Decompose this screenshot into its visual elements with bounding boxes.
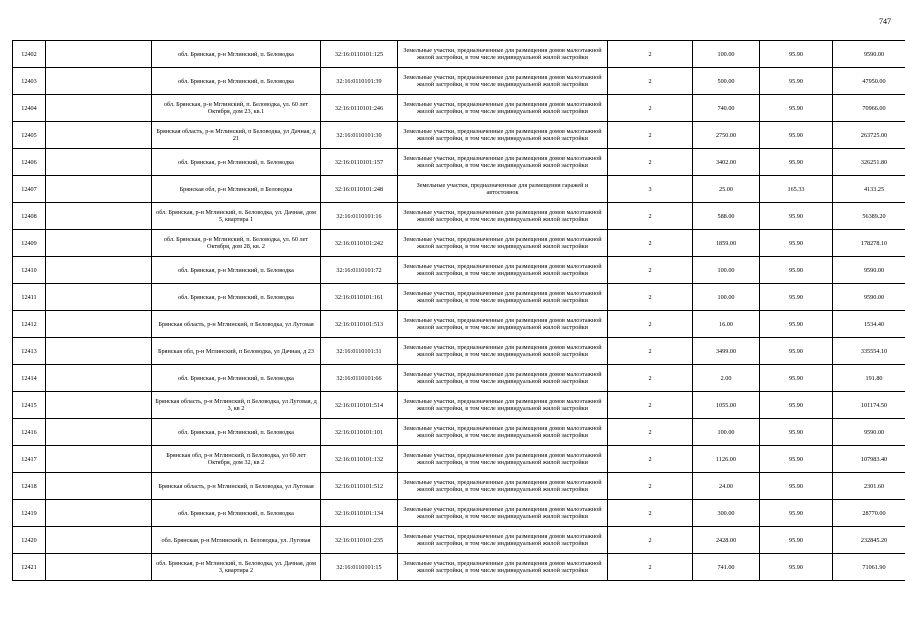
cadastral-number-cell: 32:16:0110101:16 — [321, 203, 398, 230]
empty-cell — [46, 284, 152, 311]
area-cell: 25.00 — [693, 176, 760, 203]
empty-cell — [46, 392, 152, 419]
cadastral-value-cell: 335554.10 — [833, 338, 905, 365]
cadastral-number-cell: 32:16:0110101:235 — [321, 527, 398, 554]
cadastral-value-cell: 326251.80 — [833, 149, 905, 176]
group-cell: 2 — [608, 95, 693, 122]
cadastral-value-table — [12, 40, 905, 581]
area-cell: 100.00 — [693, 284, 760, 311]
table-row — [13, 392, 905, 419]
permitted-use-cell: Земельные участки, предназначенные для размещения домов малоэтажной жилой застройки, в том числе индивидуальной жилой застройки — [398, 68, 608, 95]
empty-cell — [46, 41, 152, 68]
cadastral-value-cell: 71061.90 — [833, 554, 905, 581]
cadastral-value-cell: 2301.60 — [833, 473, 905, 500]
cadastral-value-cell: 191.80 — [833, 365, 905, 392]
empty-cell — [46, 473, 152, 500]
area-cell: 3499.00 — [693, 338, 760, 365]
specific-value-cell: 95.90 — [760, 473, 833, 500]
address-cell: обл. Брянская, р-н Мглинский, п. Беловодка, ул. Луговая — [152, 527, 321, 554]
cadastral-number-cell: 32:16:0110101:15 — [321, 554, 398, 581]
row-number-cell: 12416 — [13, 419, 46, 446]
table-row — [13, 473, 905, 500]
cadastral-number-cell: 32:16:0110101:30 — [321, 122, 398, 149]
cadastral-number-cell: 32:16:0110101:66 — [321, 365, 398, 392]
address-cell: обл. Брянская, р-н Мглинский, п. Беловодка, ул. Дачная, дом 3, квартира 2 — [152, 554, 321, 581]
row-number-cell: 12405 — [13, 122, 46, 149]
address-cell: обл. Брянская, р-н Мглинский, п. Беловодка, ул. Дачная, дом 5, квартира 1 — [152, 203, 321, 230]
specific-value-cell: 95.90 — [760, 230, 833, 257]
specific-value-cell: 95.90 — [760, 95, 833, 122]
specific-value-cell: 95.90 — [760, 419, 833, 446]
area-cell: 500.00 — [693, 68, 760, 95]
specific-value-cell: 95.90 — [760, 68, 833, 95]
group-cell: 2 — [608, 392, 693, 419]
address-cell: Брянская область, р-н Мглинский, п Беловодка, ул Луговая — [152, 473, 321, 500]
group-cell: 2 — [608, 149, 693, 176]
cadastral-value-cell: 4133.25 — [833, 176, 905, 203]
group-cell: 2 — [608, 41, 693, 68]
empty-cell — [46, 338, 152, 365]
address-cell: обл. Брянская, р-н Мглинский, п. Беловодка — [152, 284, 321, 311]
address-cell: обл. Брянская, р-н Мглинский, п. Беловодка — [152, 365, 321, 392]
group-cell: 2 — [608, 446, 693, 473]
permitted-use-cell: Земельные участки, предназначенные для размещения домов малоэтажной жилой застройки, в том числе индивидуальной жилой застройки — [398, 122, 608, 149]
row-number-cell: 12417 — [13, 446, 46, 473]
row-number-cell: 12403 — [13, 68, 46, 95]
specific-value-cell: 95.90 — [760, 284, 833, 311]
area-cell: 588.00 — [693, 203, 760, 230]
group-cell: 2 — [608, 230, 693, 257]
cadastral-number-cell: 32:16:0110101:132 — [321, 446, 398, 473]
row-number-cell: 12419 — [13, 500, 46, 527]
address-cell: обл. Брянская, р-н Мглинский, п. Беловодка — [152, 500, 321, 527]
row-number-cell: 12406 — [13, 149, 46, 176]
address-cell: Брянская обл, р-н Мглинский, п Беловодка, ул Дачная, д 23 — [152, 338, 321, 365]
permitted-use-cell: Земельные участки, предназначенные для размещения домов малоэтажной жилой застройки, в том числе индивидуальной жилой застройки — [398, 446, 608, 473]
area-cell: 100.00 — [693, 257, 760, 284]
address-cell: обл. Брянская, р-н Мглинский, п. Беловодка — [152, 419, 321, 446]
cadastral-value-cell: 9590.00 — [833, 284, 905, 311]
specific-value-cell: 95.90 — [760, 500, 833, 527]
permitted-use-cell: Земельные участки, предназначенные для размещения домов малоэтажной жилой застройки, в том числе индивидуальной жилой застройки — [398, 311, 608, 338]
permitted-use-cell: Земельные участки, предназначенные для размещения домов малоэтажной жилой застройки, в том числе индивидуальной жилой застройки — [398, 284, 608, 311]
table-body — [13, 41, 905, 581]
table-row — [13, 365, 905, 392]
cadastral-value-cell: 232845.20 — [833, 527, 905, 554]
table-row — [13, 311, 905, 338]
table-row — [13, 257, 905, 284]
cadastral-value-cell: 107983.40 — [833, 446, 905, 473]
row-number-cell: 12421 — [13, 554, 46, 581]
cadastral-value-cell: 9590.00 — [833, 419, 905, 446]
area-cell: 3402.00 — [693, 149, 760, 176]
table-row — [13, 176, 905, 203]
specific-value-cell: 95.90 — [760, 203, 833, 230]
row-number-cell: 12413 — [13, 338, 46, 365]
cadastral-number-cell: 32:16:0110101:72 — [321, 257, 398, 284]
table-row — [13, 284, 905, 311]
area-cell: 1055.00 — [693, 392, 760, 419]
cadastral-number-cell: 32:16:0110101:513 — [321, 311, 398, 338]
address-cell: обл. Брянская, р-н Мглинский, п. Беловодка — [152, 149, 321, 176]
address-cell: обл. Брянская, р-н Мглинский, п. Беловодка — [152, 41, 321, 68]
area-cell: 1126.00 — [693, 446, 760, 473]
specific-value-cell: 95.90 — [760, 122, 833, 149]
area-cell: 100.00 — [693, 419, 760, 446]
group-cell: 2 — [608, 554, 693, 581]
address-cell: Брянская обл, р-н Мглинский, п Беловодка — [152, 176, 321, 203]
empty-cell — [46, 122, 152, 149]
permitted-use-cell: Земельные участки, предназначенные для размещения домов малоэтажной жилой застройки, в том числе индивидуальной жилой застройки — [398, 257, 608, 284]
table-row — [13, 95, 905, 122]
row-number-cell: 12410 — [13, 257, 46, 284]
cadastral-value-cell: 70966.00 — [833, 95, 905, 122]
table-row — [13, 419, 905, 446]
table-row — [13, 203, 905, 230]
empty-cell — [46, 527, 152, 554]
empty-cell — [46, 95, 152, 122]
address-cell: обл. Брянская, р-н Мглинский, п. Беловодка — [152, 68, 321, 95]
area-cell: 100.00 — [693, 41, 760, 68]
group-cell: 2 — [608, 311, 693, 338]
cadastral-number-cell: 32:16:0110101:161 — [321, 284, 398, 311]
table-row — [13, 338, 905, 365]
cadastral-number-cell: 32:16:0110101:514 — [321, 392, 398, 419]
group-cell: 2 — [608, 500, 693, 527]
group-cell: 2 — [608, 419, 693, 446]
empty-cell — [46, 311, 152, 338]
table-row — [13, 554, 905, 581]
cadastral-value-cell: 47950.00 — [833, 68, 905, 95]
cadastral-value-cell: 9590.00 — [833, 41, 905, 68]
empty-cell — [46, 500, 152, 527]
permitted-use-cell: Земельные участки, предназначенные для размещения домов малоэтажной жилой застройки, в том числе индивидуальной жилой застройки — [398, 527, 608, 554]
empty-cell — [46, 68, 152, 95]
row-number-cell: 12408 — [13, 203, 46, 230]
group-cell: 2 — [608, 338, 693, 365]
address-cell: Брянская обл, р-н Мглинский, п Беловодка, ул 60 лет Октября, дом 32, кв 2 — [152, 446, 321, 473]
row-number-cell: 12411 — [13, 284, 46, 311]
area-cell: 2428.00 — [693, 527, 760, 554]
group-cell: 2 — [608, 122, 693, 149]
permitted-use-cell: Земельные участки, предназначенные для размещения домов малоэтажной жилой застройки, в том числе индивидуальной жилой застройки — [398, 338, 608, 365]
cadastral-number-cell: 32:16:0110101:101 — [321, 419, 398, 446]
permitted-use-cell: Земельные участки, предназначенные для размещения домов малоэтажной жилой застройки, в том числе индивидуальной жилой застройки — [398, 41, 608, 68]
address-cell: обл. Брянская, р-н Мглинский, п. Беловодка, ул. 60 лет Октября, дом 23, кв.1 — [152, 95, 321, 122]
empty-cell — [46, 203, 152, 230]
cadastral-number-cell: 32:16:0110101:39 — [321, 68, 398, 95]
permitted-use-cell: Земельные участки, предназначенные для размещения домов малоэтажной жилой застройки, в том числе индивидуальной жилой застройки — [398, 203, 608, 230]
address-cell: Брянская область, р-н Мглинский, п Беловодка, ул Дачная, д 21 — [152, 122, 321, 149]
cadastral-value-cell: 9590.00 — [833, 257, 905, 284]
empty-cell — [46, 149, 152, 176]
table-row — [13, 500, 905, 527]
group-cell: 2 — [608, 257, 693, 284]
area-cell: 300.00 — [693, 500, 760, 527]
row-number-cell: 12412 — [13, 311, 46, 338]
area-cell: 741.00 — [693, 554, 760, 581]
address-cell: Брянская область, р-н Мглинский, п Беловодка, ул Луговая, д 3, кв 2 — [152, 392, 321, 419]
table-row — [13, 122, 905, 149]
area-cell: 740.00 — [693, 95, 760, 122]
permitted-use-cell: Земельные участки, предназначенные для размещения домов малоэтажной жилой застройки, в том числе индивидуальной жилой застройки — [398, 473, 608, 500]
table-row — [13, 527, 905, 554]
empty-cell — [46, 419, 152, 446]
empty-cell — [46, 554, 152, 581]
table-row — [13, 149, 905, 176]
specific-value-cell: 95.90 — [760, 338, 833, 365]
specific-value-cell: 95.90 — [760, 257, 833, 284]
cadastral-value-cell: 28770.00 — [833, 500, 905, 527]
table-row — [13, 41, 905, 68]
cadastral-value-cell: 56389.20 — [833, 203, 905, 230]
specific-value-cell: 95.90 — [760, 527, 833, 554]
permitted-use-cell: Земельные участки, предназначенные для размещения домов малоэтажной жилой застройки, в том числе индивидуальной жилой застройки — [398, 95, 608, 122]
empty-cell — [46, 176, 152, 203]
row-number-cell: 12420 — [13, 527, 46, 554]
permitted-use-cell: Земельные участки, предназначенные для размещения домов малоэтажной жилой застройки, в том числе индивидуальной жилой застройки — [398, 554, 608, 581]
permitted-use-cell: Земельные участки, предназначенные для размещения домов малоэтажной жилой застройки, в том числе индивидуальной жилой застройки — [398, 365, 608, 392]
cadastral-number-cell: 32:16:0110101:242 — [321, 230, 398, 257]
cadastral-value-cell: 263725.00 — [833, 122, 905, 149]
empty-cell — [46, 230, 152, 257]
table-row — [13, 230, 905, 257]
empty-cell — [46, 446, 152, 473]
cadastral-number-cell: 32:16:0110101:246 — [321, 95, 398, 122]
area-cell: 2750.00 — [693, 122, 760, 149]
group-cell: 3 — [608, 176, 693, 203]
area-cell: 16.00 — [693, 311, 760, 338]
row-number-cell: 12402 — [13, 41, 46, 68]
address-cell: обл. Брянская, р-н Мглинский, п. Беловодка, ул. 60 лет Октября, дом 28, кв. 2 — [152, 230, 321, 257]
cadastral-value-cell: 101174.50 — [833, 392, 905, 419]
table-row — [13, 446, 905, 473]
row-number-cell: 12414 — [13, 365, 46, 392]
cadastral-number-cell: 32:16:0110101:134 — [321, 500, 398, 527]
cadastral-value-cell: 178278.10 — [833, 230, 905, 257]
specific-value-cell: 95.90 — [760, 392, 833, 419]
area-cell: 1859.00 — [693, 230, 760, 257]
group-cell: 2 — [608, 203, 693, 230]
address-cell: обл. Брянская, р-н Мглинский, п. Беловодка — [152, 257, 321, 284]
empty-cell — [46, 257, 152, 284]
row-number-cell: 12409 — [13, 230, 46, 257]
row-number-cell: 12418 — [13, 473, 46, 500]
empty-cell — [46, 365, 152, 392]
group-cell: 2 — [608, 473, 693, 500]
specific-value-cell: 95.90 — [760, 365, 833, 392]
permitted-use-cell: Земельные участки, предназначенные для размещения домов малоэтажной жилой застройки, в том числе индивидуальной жилой застройки — [398, 392, 608, 419]
cadastral-number-cell: 32:16:0110101:31 — [321, 338, 398, 365]
page-number: 747 — [879, 17, 891, 26]
address-cell: Брянская область, р-н Мглинский, п Беловодка, ул Луговая — [152, 311, 321, 338]
permitted-use-cell: Земельные участки, предназначенные для размещения домов малоэтажной жилой застройки, в том числе индивидуальной жилой застройки — [398, 419, 608, 446]
cadastral-value-cell: 1534.40 — [833, 311, 905, 338]
permitted-use-cell: Земельные участки, предназначенные для размещения домов малоэтажной жилой застройки, в том числе индивидуальной жилой застройки — [398, 149, 608, 176]
cadastral-number-cell: 32:16:0110101:248 — [321, 176, 398, 203]
specific-value-cell: 95.90 — [760, 311, 833, 338]
group-cell: 2 — [608, 365, 693, 392]
row-number-cell: 12415 — [13, 392, 46, 419]
cadastral-number-cell: 32:16:0110101:157 — [321, 149, 398, 176]
permitted-use-cell: Земельные участки, предназначенные для размещения гаражей и автостоянок — [398, 176, 608, 203]
specific-value-cell: 95.90 — [760, 446, 833, 473]
permitted-use-cell: Земельные участки, предназначенные для размещения домов малоэтажной жилой застройки, в том числе индивидуальной жилой застройки — [398, 500, 608, 527]
table-row — [13, 68, 905, 95]
row-number-cell: 12407 — [13, 176, 46, 203]
cadastral-number-cell: 32:16:0110101:125 — [321, 41, 398, 68]
group-cell: 2 — [608, 284, 693, 311]
cadastral-number-cell: 32:16:0110101:512 — [321, 473, 398, 500]
specific-value-cell: 165.33 — [760, 176, 833, 203]
group-cell: 2 — [608, 527, 693, 554]
row-number-cell: 12404 — [13, 95, 46, 122]
area-cell: 2.00 — [693, 365, 760, 392]
specific-value-cell: 95.90 — [760, 554, 833, 581]
group-cell: 2 — [608, 68, 693, 95]
specific-value-cell: 95.90 — [760, 149, 833, 176]
permitted-use-cell: Земельные участки, предназначенные для размещения домов малоэтажной жилой застройки, в том числе индивидуальной жилой застройки — [398, 230, 608, 257]
area-cell: 24.00 — [693, 473, 760, 500]
specific-value-cell: 95.90 — [760, 41, 833, 68]
